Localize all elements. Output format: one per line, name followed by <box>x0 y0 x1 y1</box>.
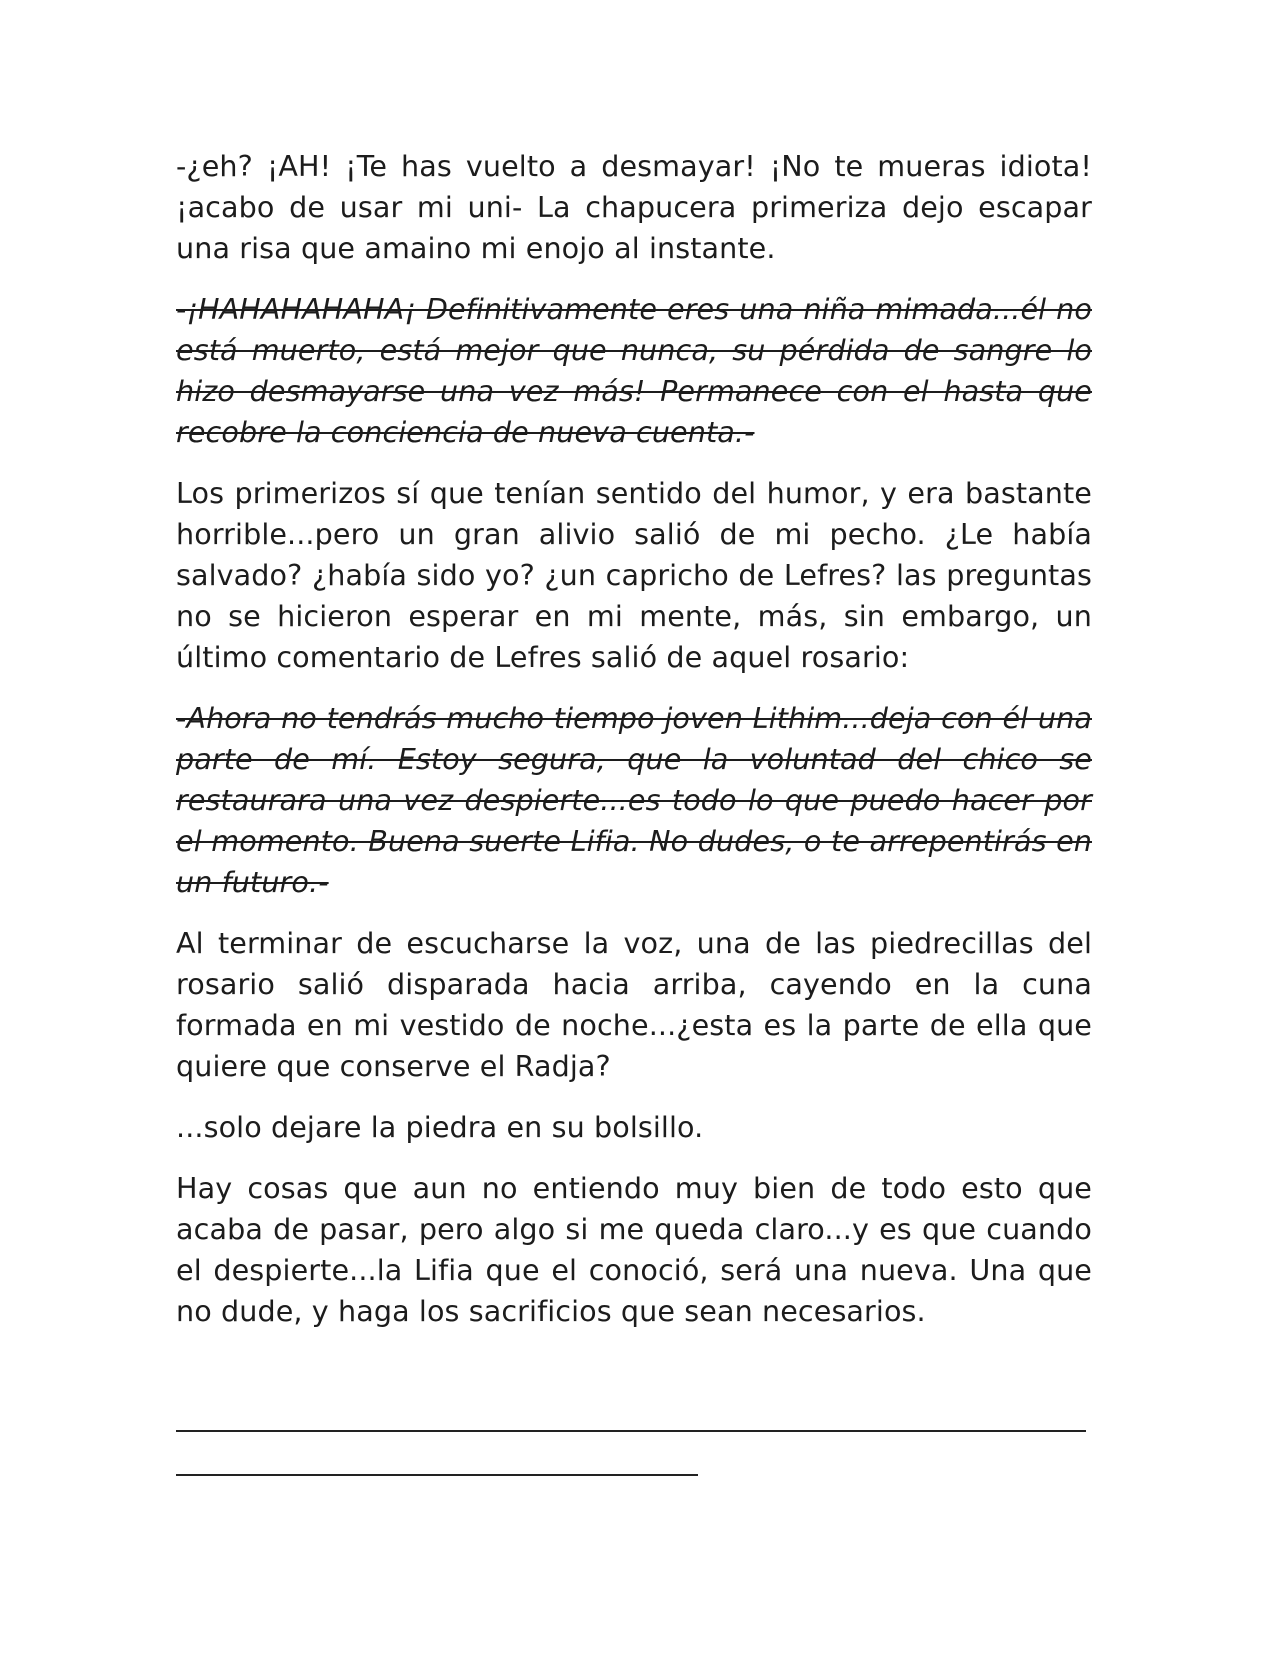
paragraph-1: -¿eh? ¡AH! ¡Te has vuelto a desmayar! ¡No te mueras idiota! ¡acabo de usar mi uni- La chapucera primeriza dejo escapar una risa que amaino mi enojo al instante. <box>176 149 1092 265</box>
paragraph-7: Hay cosas que aun no entiendo muy bien de todo esto que acaba de pasar, pero algo si me queda claro...y es que cuando el despierte...la Lifia que el conoció, será una nueva. Una que no dude, y haga los sacrificios que sean necesarios. <box>176 1171 1092 1328</box>
signature-line-2 <box>176 1474 698 1476</box>
document-body <box>176 146 1092 1352</box>
paragraph-4-struck: -Ahora no tendrás mucho tiempo joven Lithim...deja con él una parte de mí. Estoy segura, que la voluntad del chico se restaurara una vez despierte...es todo lo que puedo hacer por el momento. Buena suerte Lifia. No dudes, o te arrepentirás en un futuro.- <box>176 701 1092 899</box>
paragraph-2-struck: -¡HAHAHAHAHA¡ Definitivamente eres una niña mimada...él no está muerto, está mejor que nunca, su pérdida de sangre lo hizo desmayarse una vez más! Permanece con el hasta que recobre la conciencia de nueva cuenta.- <box>176 292 1092 449</box>
paragraph-5: Al terminar de escucharse la voz, una de las piedrecillas del rosario salió disparada hacia arriba, cayendo en la cuna formada en mi vestido de noche...¿esta es la parte de ella que quiere que conserve el Radja? <box>176 926 1092 1083</box>
paragraph-6: ...solo dejare la piedra en su bolsillo. <box>176 1110 704 1144</box>
signature-line-1 <box>176 1430 1086 1432</box>
paragraph-3: Los primerizos sí que tenían sentido del humor, y era bastante horrible...pero un gran alivio salió de mi pecho. ¿Le había salvado? ¿había sido yo? ¿un capricho de Lefres? las preguntas no se hicieron esperar en mi mente, más, sin embargo, un último comentario de Lefres salió de aquel rosario: <box>176 476 1092 674</box>
